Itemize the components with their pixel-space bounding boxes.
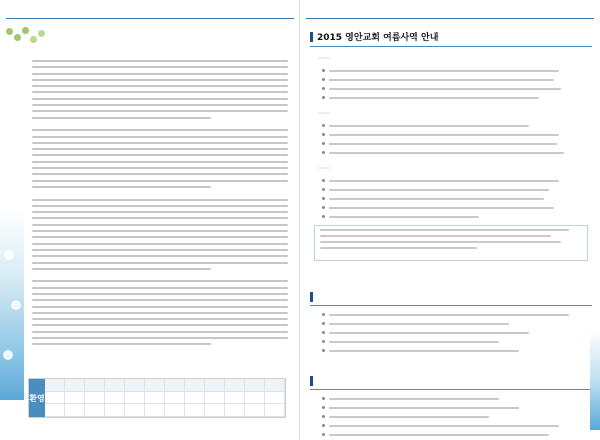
list-item (310, 310, 592, 319)
welcome-cell (105, 404, 125, 417)
text-line (32, 205, 288, 207)
text-line (32, 230, 288, 232)
text-line (32, 60, 288, 62)
text-line (32, 192, 288, 194)
welcome-cell (85, 404, 105, 417)
text-line (32, 129, 288, 131)
text-line (32, 236, 288, 238)
welcome-cell (165, 379, 185, 392)
welcome-cell (185, 404, 205, 417)
text-line (32, 262, 288, 264)
recruitment-items (310, 310, 592, 355)
welcome-grid (45, 379, 285, 417)
list-item (310, 421, 592, 430)
text-line (32, 110, 288, 112)
text-line (32, 274, 288, 276)
welcome-cell (105, 392, 125, 405)
welcome-cell (145, 404, 165, 417)
category-1 (318, 57, 330, 59)
text-line (32, 324, 288, 326)
welcome-cell (125, 379, 145, 392)
leaf-decoration (4, 24, 64, 46)
text-line (32, 318, 288, 320)
welcome-cell (45, 392, 65, 405)
right-header-rule (306, 18, 594, 19)
welcome-cell (185, 379, 205, 392)
welcome-cell (65, 379, 85, 392)
welcome-cell (205, 404, 225, 417)
text-line (32, 293, 288, 295)
text-line (32, 91, 288, 93)
category-2-items (310, 121, 592, 157)
text-line (32, 98, 288, 100)
welcome-table (28, 378, 286, 418)
list-item (310, 430, 592, 439)
section-rule (310, 305, 592, 306)
scholarship-items (310, 394, 592, 439)
list-item (310, 346, 592, 355)
section-rule (310, 46, 592, 47)
welcome-cell (85, 392, 105, 405)
text-line (32, 180, 288, 182)
recruitment-title (310, 292, 592, 302)
right-running-header (306, 0, 592, 18)
welcome-cell (65, 392, 85, 405)
scholarship-section (310, 376, 592, 439)
text-line (32, 243, 288, 245)
text-line (32, 154, 288, 156)
welcome-cell (65, 404, 85, 417)
list-item (310, 185, 592, 194)
text-line (32, 306, 288, 308)
welcome-cell (225, 404, 245, 417)
welcome-cell (165, 404, 185, 417)
list-item (310, 394, 592, 403)
text-line (32, 268, 211, 270)
text-line (32, 249, 288, 251)
welcome-cell (245, 379, 265, 392)
list-item (310, 412, 592, 421)
welcome-cell (125, 392, 145, 405)
text-line (32, 104, 288, 106)
text-line (32, 173, 288, 175)
list-item (310, 148, 592, 157)
summer-ministry-section (310, 30, 592, 261)
recruitment-section (310, 292, 592, 355)
list-item (310, 194, 592, 203)
text-line (32, 280, 288, 282)
welcome-cell (225, 392, 245, 405)
category-1-items (310, 66, 592, 102)
list-item (310, 75, 592, 84)
text-line (32, 337, 288, 339)
left-header-rule (6, 18, 294, 19)
welcome-cell (265, 392, 285, 405)
text-line (32, 343, 211, 345)
welcome-cell (145, 379, 165, 392)
welcome-cell (265, 404, 285, 417)
text-line (32, 299, 288, 301)
list-item (310, 203, 592, 212)
text-line (32, 255, 288, 257)
text-line (32, 217, 288, 219)
text-line (32, 312, 288, 314)
text-line (32, 161, 288, 163)
category-3-items (310, 176, 592, 221)
scholarship-title (310, 376, 592, 386)
list-item (310, 337, 592, 346)
welcome-cell (145, 392, 165, 405)
text-line (32, 167, 288, 169)
notice-box (314, 225, 588, 261)
flower-decoration (0, 210, 24, 400)
text-line (32, 199, 288, 201)
text-line (32, 186, 211, 188)
list-item (310, 139, 592, 148)
list-item (310, 212, 592, 221)
text-line (32, 331, 288, 333)
text-line (32, 136, 288, 138)
category-3 (318, 167, 330, 169)
text-line (32, 142, 288, 144)
text-line (32, 79, 288, 81)
article-text (32, 60, 288, 350)
list-item (310, 176, 592, 185)
welcome-cell (45, 404, 65, 417)
welcome-cell (265, 379, 285, 392)
text-line (32, 287, 288, 289)
right-page (300, 0, 600, 440)
text-line (32, 66, 288, 68)
welcome-cell (245, 404, 265, 417)
list-item (310, 328, 592, 337)
wave-decoration (590, 330, 600, 430)
welcome-cell (165, 392, 185, 405)
text-line (32, 123, 288, 125)
welcome-cell (205, 379, 225, 392)
text-line (32, 148, 288, 150)
text-line (32, 73, 288, 75)
welcome-cell (105, 379, 125, 392)
welcome-cell (245, 392, 265, 405)
welcome-cell (205, 392, 225, 405)
summer-ministry-title: 2015 영안교회 여름사역 안내 (310, 30, 592, 43)
welcome-cell (225, 379, 245, 392)
left-running-header (6, 0, 296, 18)
list-item (310, 66, 592, 75)
list-item (310, 130, 592, 139)
text-line (32, 85, 288, 87)
list-item (310, 403, 592, 412)
section-rule (310, 389, 592, 390)
list-item (310, 93, 592, 102)
text-line (32, 117, 211, 119)
welcome-cell (185, 392, 205, 405)
welcome-label: 환영 (29, 379, 45, 417)
list-item (310, 84, 592, 93)
category-2 (318, 112, 330, 114)
text-line (32, 211, 288, 213)
article-body (32, 60, 288, 350)
welcome-cell (45, 379, 65, 392)
list-item (310, 319, 592, 328)
welcome-cell (85, 379, 105, 392)
list-item (310, 121, 592, 130)
text-line (32, 224, 288, 226)
welcome-cell (125, 404, 145, 417)
